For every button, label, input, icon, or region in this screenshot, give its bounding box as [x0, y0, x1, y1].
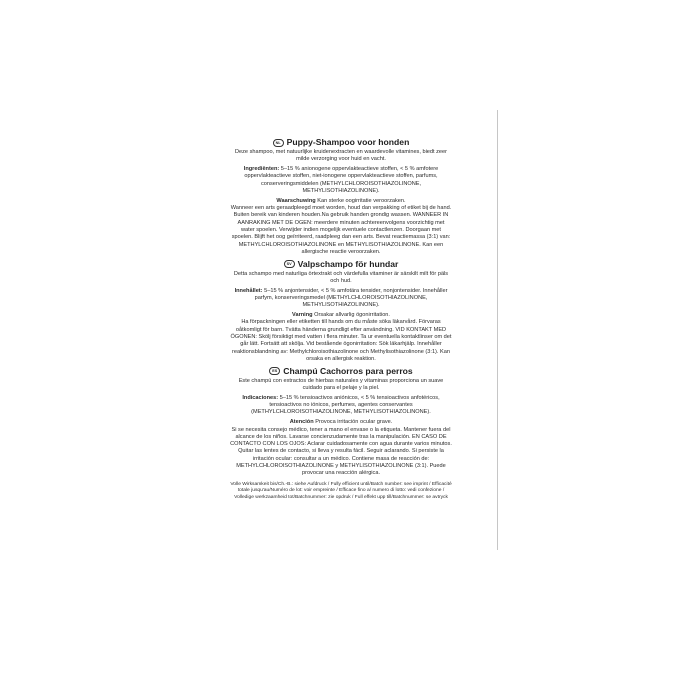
warning-label: Atención: [289, 419, 314, 426]
batch-info-footer: Volle Wirksamkeit bis/Ch.-B.: siehe Aufdruck / Fully efficient until/Batch number: see imprint / Efficacité totale jusqu'au/Numéro de lot: voir empreinte / Efficace fino a/ numero di lotto: vedi confezione / Volledige werkzaamheid tot/Batchnummer: zie opdruk / Full effekt upp till/Batchnummer: se avtryck: [230, 481, 452, 500]
ingredients-text: 5–15 % anionogene oppervlakteactieve stoffen, < 5 % amfotere oppervlakteactieve stoffen, niet-ionogene oppervlakteactieve stoffen, parfums, conserveringsmiddelen (METHYLCHLOROISOTHIAZOLINONE, METHYLISOTHIAZOLINONE).: [244, 166, 439, 194]
section-swedish: [230, 259, 452, 364]
ingredients-label: Ingrediënten:: [243, 166, 280, 173]
section-title: Valpschampo för hundar: [297, 258, 399, 269]
language-code-badge: ES: [269, 367, 280, 375]
section-heading: [230, 259, 452, 270]
product-description: Este champú con extractos de hierbas naturales y vitaminas proporciona un suave cuidado para el pelaje y la piel.: [238, 377, 444, 392]
product-description: Detta schampo med naturliga örtextrakt och värdefulla vitaminer är särskilt milt för päls och hud.: [233, 270, 449, 284]
ingredients-text: 5–15 % tensioactivos aniónicos, < 5 % tensioactivos anfotéricos, tensioactivos no iónicos, perfumes, agentes conservantes (METHYLCHLOROISOTHIAZOLINONE, METHYLISOTHIAZOLINONE).: [251, 394, 440, 416]
section-heading: [230, 366, 452, 377]
warning-headline: Provoca irritación ocular grave.: [315, 419, 393, 426]
warning-label: Varning: [292, 312, 313, 319]
ingredients-text: 5–15 % anjontensider, < 5 % amfotära tensider, nonjontensider. Innehåller parfym, konserveringsmedel (METHYLCHLOROISOTHIAZOLINONE, METHYLISOTHIAZOLINONE).: [254, 287, 448, 309]
ingredients-paragraph: [230, 395, 452, 417]
ingredients-label: Innehållet:: [234, 287, 263, 294]
section-heading: [230, 137, 452, 148]
warning-paragraph: [230, 312, 452, 363]
warning-paragraph: [230, 419, 452, 477]
language-code-badge: NL: [273, 139, 284, 147]
warning-text: Wanneer een arts geraadpleegd moet worden, houd dan verpakking of etiket bij de hand. Buiten bereik van kinderen houden.Na gebruik handen grondig wassen. WANNEER IN AANRAKING MET DE OGEN: meerdere minuten achtereenvolgens voorzichtig met water spoelen. Verwijder indien mogelijk eventuele contactlenzen. Doorgaan met spoelen. Blijft het oog geïrriteerd, raadpleeg dan een arts. Bevat reactiemassa (3:1) van: METHYLCHLOROISOTHIAZOLINONE en METHYLISOTHIAZOLINONE. Kan een allergische reactie veroorzaken.: [230, 205, 452, 255]
warning-label: Waarschuwing: [276, 197, 316, 204]
product-description: Deze shampoo, met natuurlijke kruidenextracten en waardevolle vitamines, biedt zeer milde verzorging voor huid en vacht.: [234, 149, 448, 163]
warning-headline: Kan sterke oogirritatie veroorzaken.: [317, 197, 406, 204]
language-code-badge: SV: [284, 260, 295, 268]
ingredients-paragraph: [230, 166, 452, 195]
section-title: Puppy-Shampoo voor honden: [286, 137, 410, 147]
section-spanish: [230, 366, 452, 478]
warning-text: Si se necesita consejo médico, tener a mano el envase o la etiqueta. Mantener fuera del alcance de los niños. Lavarse concienzudamente tras la manipulación. EN CASO DE CONTACTO CON LOS OJOS: Aclarar cuidadosamente con agua durante varios minutos. Quitar las lentes de contacto, si lleva y resulta fácil. Seguir aclarando. Si persiste la irritación ocular: consultar a un médico. Contiene masa de reacción de: METHYLCHLOROISOTHIAZOLINONE y METHYLISOTHIAZOLINONE (3:1). Puede provocar una reacción alérgica.: [230, 426, 452, 477]
section-title: Champú Cachorros para perros: [283, 365, 413, 376]
section-dutch: [230, 137, 452, 256]
warning-headline: Orsakar allvarlig ögonirritation.: [314, 312, 390, 319]
warning-text: Ha förpackningen eller etiketten till hands om du måste söka läkarvård. Förvaras oåtkomligt för barn. Tvätta händerna grundligt efter användning. VID KONTAKT MED ÖGONEN: Skölj försiktigt med vatten i flera minuter. Ta ur eventuella kontaktlinser om det går lätt. Fortsätt att skölja. Vid bestående ögonirritation: Sök läkarhjälp. Innehåller reaktionsblandning av: Methylchloroisothiazolinone och Methylisothiazolinone (3:1). Kan orsaka en allergisk reaktion.: [230, 319, 452, 362]
page-divider-line: [497, 110, 498, 550]
label-text-panel: [230, 136, 452, 501]
ingredients-paragraph: [230, 288, 452, 310]
warning-paragraph: [230, 198, 452, 256]
ingredients-label: Indicaciones:: [242, 394, 279, 401]
